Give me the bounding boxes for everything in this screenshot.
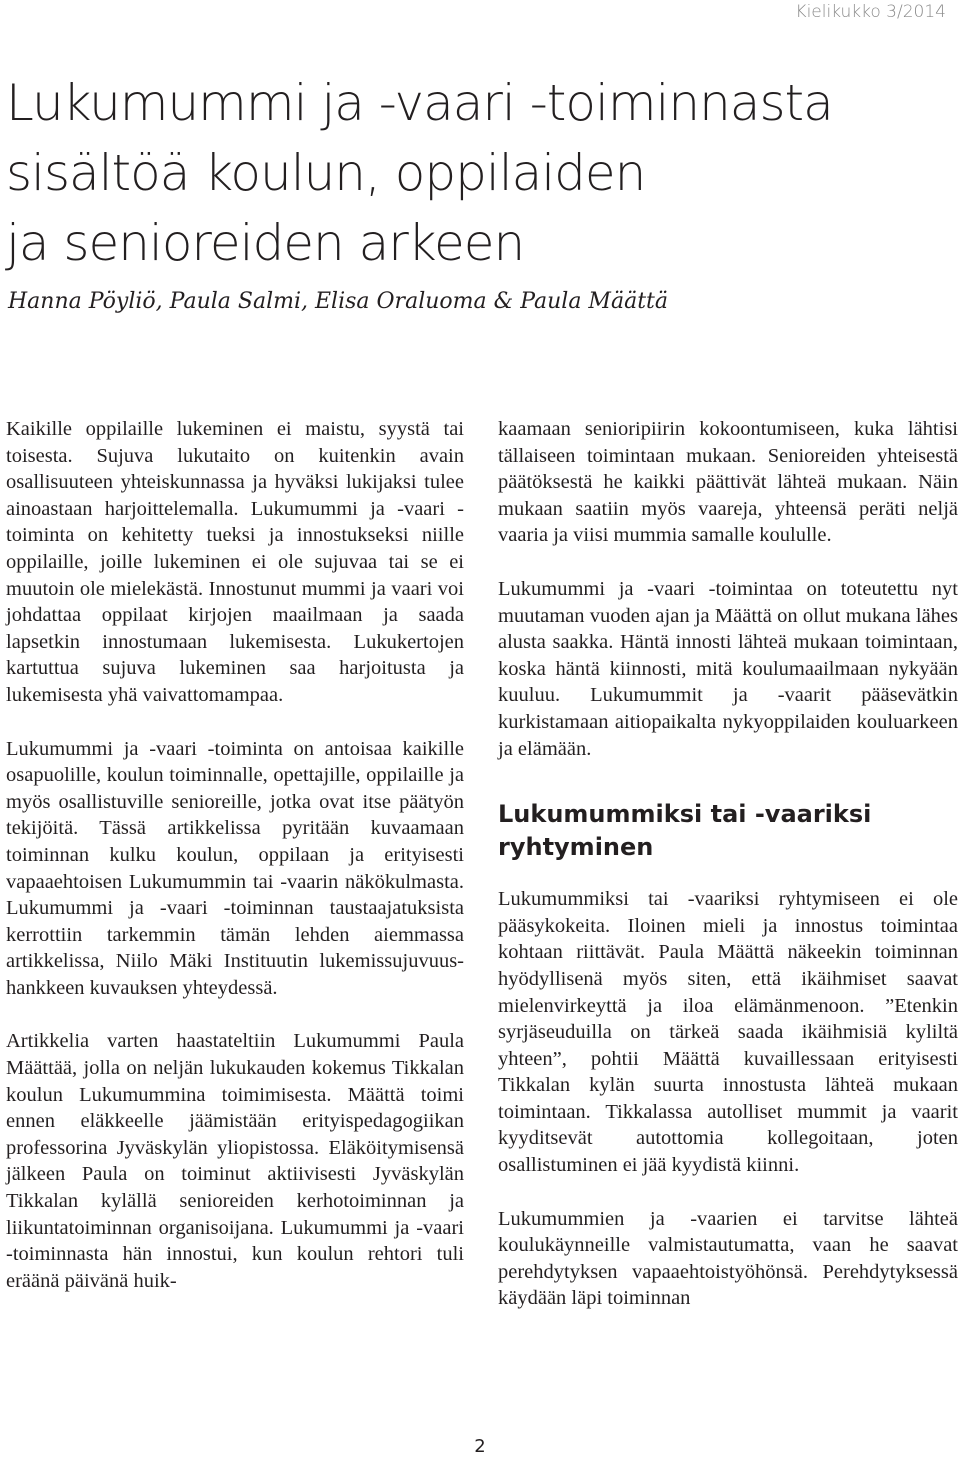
article-title	[6, 68, 946, 278]
body-paragraph: Kaikille oppilaille lukeminen ei maistu, syystä tai toisesta. Sujuva lukutaito on kuitenkin avain osallisuuteen yhteiskunnassa ja hyväksi lukijaksi tulee ainoastaan harjoittelemalla. Lukumummi ja -vaari -toiminta on kehitetty tueksi ja innostukseksi niille oppilaille, joille lukeminen ei ole sujuvaa tai se ei muutoin ole mielekästä. Innostunut mummi ja vaari voi johdattaa oppilaat kirjojen maailmaan ja saada lapsetkin innostumaan lukemisesta. Lukukertojen kartuttua sujuva lukeminen saa harjoitusta ja lukemisesta yhä vaivattomampaa.	[6, 418, 464, 706]
article-authors: Hanna Pöyliö, Paula Salmi, Elisa Oraluoma & Paula Määttä	[8, 289, 668, 314]
article-title-line: ja senioreiden arkeen	[6, 214, 525, 272]
body-paragraph: kaamaan senioripiirin kokoontumiseen, kuka lähtisi tällaiseen toimintaan mukaan. Senioreiden yhteisestä päätöksestä he kaikki päättivät lähteä mukaan. Näin mukaan saatiin myös vaareja, yhteensä peräti neljä vaaria ja viisi mummia samalle koululle.	[498, 418, 958, 547]
journal-issue-header: Kielikukko 3/2014	[795, 2, 946, 22]
section-heading: Lukumummiksi tai -vaariksi ryhtyminen	[498, 800, 872, 862]
right-column	[498, 416, 958, 1312]
body-paragraph: Lukumummi ja -vaari -toiminta on antoisaa kaikille osapuolille, koulun toiminnalle, opettajille, oppilaille ja myös osallistuville senioreille, jotka ovat itse päätyön tekijöitä. Tässä artikkelissa pyritään kuvaamaan toiminnan kulku koulun, oppilaan ja erityisesti vapaaehtoisen Lukumummin tai -vaarin näkökulmasta. Lukumummi ja -vaari -toiminnan taustaajatuksista kerrottiin tarkemmin tämän lehden aiemmassa artikkelissa, Niilo Mäki Instituutin lukemissujuvuus-hankkeen kuvauksen yhteydessä.	[6, 737, 464, 999]
body-paragraph: Lukumummien ja -vaarien ei tarvitse lähteä koulukäynneille valmistautumatta, vaan he saavat perehdytyksen vapaaehtoistyöhönsä. Perehdytyksessä käydään läpi toiminnan	[498, 1207, 958, 1310]
body-paragraph: Lukumummi ja -vaari -toimintaa on toteutettu nyt muutaman vuoden ajan ja Määttä on ollut mukana lähes alusta saakka. Häntä innosti lähteä mukaan toimintaan, koska häntä kiinnosti, mitä koulumaailmaan nykyään kuuluu. Lukumummit ja -vaarit pääsevätkin kurkistamaan aitiopaikalta nykyoppilaiden kouluarkeen ja elämään.	[498, 577, 958, 760]
page-number: 2	[474, 1436, 486, 1457]
left-column	[6, 416, 464, 1294]
body-paragraph: Lukumummiksi tai -vaariksi ryhtymiseen ei ole pääsykokeita. Iloinen mieli ja innostus toimintaa kohtaan riittävät. Paula Määttä näkeekin toiminnan hyödyllisenä myös siten, että ikäihmiset saavat mielenvirkeyttä ja iloa elämänmenoon. ”Etenkin syrjäseuduilla on tärkeä saada ikäihmisiä kyliltä yhteen”, pohtii Määttä kuvaillessaan erityisesti Tikkalan kylän suurta innostusta lähteä mukaan toimintaan. Tikkalassa autolliset mummit ja vaarit kyyditsevät autottomia kollegoitaan, joten osallistuminen ei jää kyydistä kiinni.	[498, 888, 958, 1177]
article-title-line: Lukumummi ja -vaari -toiminnasta	[6, 74, 833, 132]
article-title-line: sisältöä koulun, oppilaiden	[6, 144, 646, 202]
body-paragraph: Artikkelia varten haastateltiin Lukumummi Paula Määttää, jolla on neljän lukukauden kokemus Tikkalan koulun Lukumummina toimimisesta. Määttä toimi ennen eläkkeelle jäämistään erityispedagogiikan professorina Jyväskylän yliopistossa. Eläköitymisensä jälkeen Paula on toiminut aktiivisesti Jyväskylän Tikkalan kylällä senioreiden kerhotoiminnan ja liikuntatoiminnan organisoijana. Lukumummi ja -vaari -toiminnasta hän innostui, kun koulun rehtori tuli eräänä päivänä huik-	[6, 1030, 464, 1292]
